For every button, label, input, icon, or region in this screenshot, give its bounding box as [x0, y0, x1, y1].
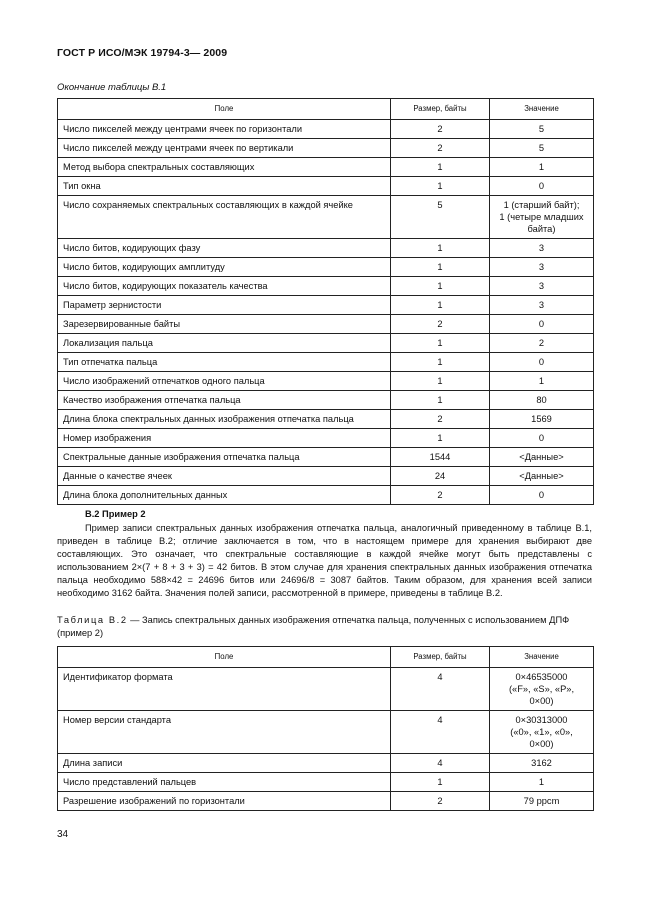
- row-field-cell: Длина блока спектральных данных изображения отпечатка пальца: [58, 410, 391, 429]
- row-field-cell: Данные о качестве ячеек: [58, 467, 391, 486]
- row-field-cell: Номер версии стандарта: [58, 711, 391, 754]
- row-value-cell: 1: [490, 773, 594, 792]
- row-field-cell: Число сохраняемых спектральных составляющих в каждой ячейке: [58, 196, 391, 239]
- table-row: [58, 711, 594, 754]
- table-2: [57, 646, 594, 811]
- table-row: [58, 139, 594, 158]
- document-header: ГОСТ Р ИСО/МЭК 19794-3— 2009: [57, 47, 228, 59]
- row-value-cell: 3162: [490, 754, 594, 773]
- row-size-cell: 5: [391, 196, 490, 239]
- table-2-caption-text: — Запись спектральных данных изображения отпечатка пальца, полученных с использованием ДПФ (пример 2): [57, 615, 570, 638]
- table-row: [58, 372, 594, 391]
- column-header-field: Поле: [58, 647, 391, 668]
- row-field-cell: Число битов, кодирующих фазу: [58, 239, 391, 258]
- row-size-cell: 4: [391, 711, 490, 754]
- table-row: [58, 277, 594, 296]
- row-field-cell: Число изображений отпечатков одного пальца: [58, 372, 391, 391]
- row-size-cell: 1: [391, 277, 490, 296]
- row-value-cell: 0: [490, 429, 594, 448]
- row-size-cell: 2: [391, 792, 490, 811]
- row-size-cell: 1: [391, 158, 490, 177]
- row-size-cell: 1: [391, 258, 490, 277]
- table-row: [58, 410, 594, 429]
- section-paragraph: Пример записи спектральных данных изображения отпечатка пальца, аналогичный приведенному в таблице В.1, приведен в таблице В.2; отличие заключается в том, что в настоящем примере для хранения выбирают две составляющих. Это означает, что спектральные составляющие в каждой ячейке могут быть представлены с использованием 2×(7 + 8 + 3 + 3) = 42 битов. В этом случае для хранения спектральных данных изображения отпечатка пальца необходимо 588×42 = 24696 битов или 24696/8 = 3087 байтов. Таким образом, для хранения всей записи необходимо 3162 байта. Значения полей записи, рассмотренной в примере, приведены в таблице В.2.: [57, 523, 592, 598]
- row-field-cell: Идентификатор формата: [58, 668, 391, 711]
- row-field-cell: Число пикселей между центрами ячеек по горизонтали: [58, 120, 391, 139]
- table-row: [58, 196, 594, 239]
- row-size-cell: 1: [391, 773, 490, 792]
- row-value-cell: 3: [490, 296, 594, 315]
- table-row: [58, 296, 594, 315]
- row-field-cell: Число пикселей между центрами ячеек по вертикали: [58, 139, 391, 158]
- row-field-cell: Номер изображения: [58, 429, 391, 448]
- row-value-cell: <Данные>: [490, 448, 594, 467]
- table-row: [58, 668, 594, 711]
- row-size-cell: 1: [391, 177, 490, 196]
- row-field-cell: Параметр зернистости: [58, 296, 391, 315]
- row-size-cell: 2: [391, 486, 490, 505]
- row-value-cell: 1: [490, 158, 594, 177]
- row-size-cell: 1: [391, 239, 490, 258]
- table-row: [58, 773, 594, 792]
- table-row: [58, 334, 594, 353]
- row-value-cell: 3: [490, 258, 594, 277]
- row-value-cell: 1 (старший байт); 1 (четыре младших байта): [490, 196, 594, 239]
- row-value-cell: 1569: [490, 410, 594, 429]
- row-field-cell: Длина записи: [58, 754, 391, 773]
- row-value-cell: 0: [490, 177, 594, 196]
- row-size-cell: 1: [391, 429, 490, 448]
- row-value-cell: 0×46535000 («F», «S», «P», 0×00): [490, 668, 594, 711]
- row-field-cell: Качество изображения отпечатка пальца: [58, 391, 391, 410]
- row-value-cell: 5: [490, 120, 594, 139]
- row-value-cell: 2: [490, 334, 594, 353]
- column-header-field: Поле: [58, 99, 391, 120]
- row-value-cell: 79 ppcm: [490, 792, 594, 811]
- section-title: В.2 Пример 2: [85, 509, 146, 519]
- table-row: [58, 792, 594, 811]
- column-header-size: Размер, байты: [391, 99, 490, 120]
- page-number: 34: [57, 829, 69, 840]
- table-row: [58, 391, 594, 410]
- row-value-cell: 0: [490, 486, 594, 505]
- table-row: [58, 177, 594, 196]
- row-size-cell: 1544: [391, 448, 490, 467]
- table-row: [58, 429, 594, 448]
- row-field-cell: Тип окна: [58, 177, 391, 196]
- row-field-cell: Спектральные данные изображения отпечатка пальца: [58, 448, 391, 467]
- row-size-cell: 2: [391, 315, 490, 334]
- table-1-caption: Окончание таблицы В.1: [57, 82, 167, 93]
- row-field-cell: Число битов, кодирующих показатель качества: [58, 277, 391, 296]
- row-value-cell: 0×30313000 («0», «1», «0», 0×00): [490, 711, 594, 754]
- column-header-value: Значение: [490, 99, 594, 120]
- row-field-cell: Метод выбора спектральных составляющих: [58, 158, 391, 177]
- row-value-cell: 80: [490, 391, 594, 410]
- row-size-cell: 2: [391, 139, 490, 158]
- row-field-cell: Длина блока дополнительных данных: [58, 486, 391, 505]
- table-row: [58, 239, 594, 258]
- table-row: [58, 158, 594, 177]
- row-value-cell: 5: [490, 139, 594, 158]
- row-value-cell: 3: [490, 239, 594, 258]
- row-size-cell: 1: [391, 353, 490, 372]
- row-size-cell: 2: [391, 410, 490, 429]
- row-value-cell: 0: [490, 315, 594, 334]
- table-row: [58, 120, 594, 139]
- table-row: [58, 486, 594, 505]
- table-row: [58, 258, 594, 277]
- column-header-value: Значение: [490, 647, 594, 668]
- row-value-cell: 1: [490, 372, 594, 391]
- table-row: [58, 448, 594, 467]
- table-2-caption-label: Таблица В.2: [57, 615, 128, 625]
- table-row: [58, 754, 594, 773]
- row-value-cell: 0: [490, 353, 594, 372]
- row-size-cell: 1: [391, 296, 490, 315]
- row-field-cell: Число битов, кодирующих амплитуду: [58, 258, 391, 277]
- row-field-cell: Разрешение изображений по горизонтали: [58, 792, 391, 811]
- row-size-cell: 1: [391, 372, 490, 391]
- table-row: [58, 467, 594, 486]
- table-header-row: [58, 647, 594, 668]
- table-header-row: [58, 99, 594, 120]
- row-size-cell: 24: [391, 467, 490, 486]
- row-value-cell: <Данные>: [490, 467, 594, 486]
- table-1: [57, 98, 594, 505]
- table-row: [58, 353, 594, 372]
- row-field-cell: Тип отпечатка пальца: [58, 353, 391, 372]
- row-size-cell: 2: [391, 120, 490, 139]
- row-value-cell: 3: [490, 277, 594, 296]
- row-size-cell: 1: [391, 334, 490, 353]
- row-field-cell: Число представлений пальцев: [58, 773, 391, 792]
- row-size-cell: 4: [391, 668, 490, 711]
- table-2-caption: [57, 614, 592, 640]
- table-row: [58, 315, 594, 334]
- row-size-cell: 4: [391, 754, 490, 773]
- column-header-size: Размер, байты: [391, 647, 490, 668]
- section-b2: [57, 508, 592, 600]
- row-field-cell: Локализация пальца: [58, 334, 391, 353]
- row-size-cell: 1: [391, 391, 490, 410]
- row-field-cell: Зарезервированные байты: [58, 315, 391, 334]
